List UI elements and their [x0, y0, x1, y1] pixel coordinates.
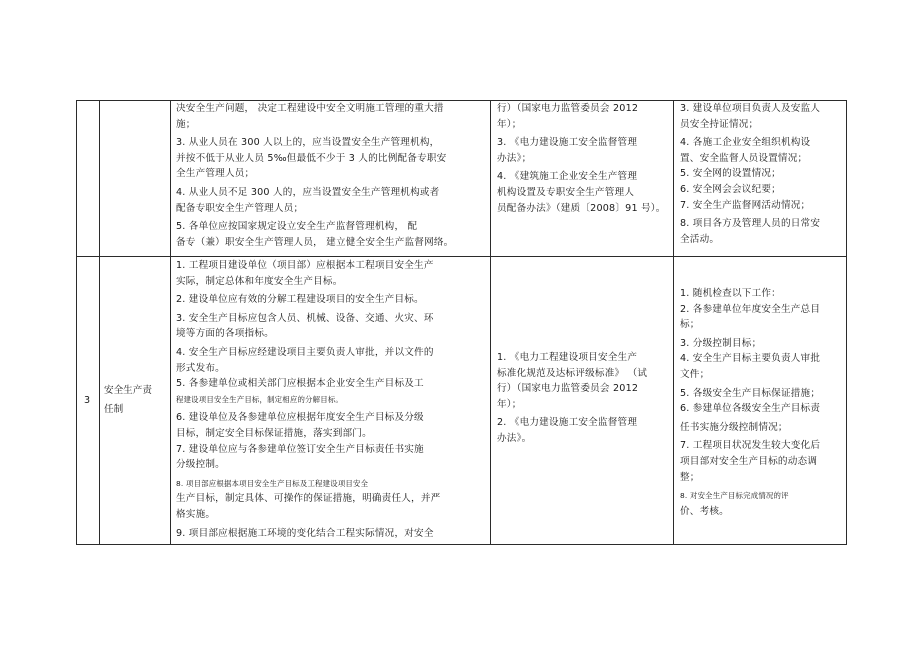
text-line: 目标，制定安全目标保证措施，落实到部门。: [176, 427, 372, 439]
text-line: 8. 项目各方及管理人员的日常安: [680, 218, 821, 230]
text-line: 2. 《电力建设施工安全监督管理: [497, 417, 638, 429]
col-border-name: [170, 100, 171, 545]
text-line: 行）（国家电力监管委员会 2012: [497, 103, 639, 114]
row1-inspection-cell: [680, 101, 820, 247]
text-line: 2. 建设单位应有效的分解工程建设项目的安全生产目标。: [176, 294, 424, 306]
item-name-line: 任制: [104, 404, 124, 415]
text-line: 全活动。: [680, 233, 720, 245]
text-line: 价、考核。: [680, 505, 729, 517]
col-border-number: [99, 100, 100, 545]
text-line: 3. 《电力建设施工安全监督管理: [497, 137, 638, 149]
text-line: 1. 随机检查以下工作：: [680, 288, 781, 299]
text-line: 文件；: [680, 368, 710, 380]
text-line: 机构设置及专职安全生产管理人: [497, 186, 635, 198]
text-line: 实际，制定总体和年度安全生产目标。: [176, 275, 343, 287]
text-line: 项目部对安全生产目标的动态调: [680, 455, 818, 467]
text-line: 并按不低于从业人员 5‰但最低不少于 3 人的比例配备专职安: [176, 152, 447, 164]
text-line: 任书实施分级控制情况；: [680, 421, 788, 433]
col-border-left: [76, 100, 77, 545]
text-line: 配备专职安全生产管理人员；: [176, 202, 304, 214]
text-line: 4. 安全生产目标应经建设项目主要负责人审批，并以文件的: [176, 346, 434, 358]
text-line: 3. 从业人员在 300 人以上的，应当设置安全生产管理机构，: [176, 137, 440, 149]
text-line: 3. 建设单位项目负责人及安监人: [680, 103, 821, 114]
text-line: 决安全生产问题， 决定工程建设中安全文明施工管理的重大措: [176, 103, 444, 114]
item-name-line: 安全生产责: [104, 385, 152, 396]
row2-number: 3: [84, 395, 91, 406]
text-line: 境等方面的各项指标。: [176, 328, 274, 340]
text-line: 4. 各施工企业安全组织机构设: [680, 137, 811, 149]
text-line: 备专（兼）职安全生产管理人员， 建立健全安全生产监督网络。: [176, 236, 454, 248]
text-line: 4. 《建筑施工企业安全生产管理: [497, 171, 638, 183]
text-line: 标准化规范及达标评级标准》 （试: [497, 367, 648, 379]
text-line: 8. 对安全生产目标完成情况的评: [680, 491, 789, 501]
text-line: 4. 从业人员不足 300 人的，应当设置安全生产管理机构或者: [176, 186, 440, 198]
text-line: 年）；: [497, 398, 522, 410]
row2-basis-cell: [497, 350, 647, 447]
text-line: 年）；: [497, 118, 522, 130]
text-line: 生产目标，制定具体、可操作的保证措施，明确责任人，并严: [176, 493, 441, 505]
text-line: 2. 各参建单位年度安全生产总目: [680, 303, 821, 315]
text-line: 7. 建设单位应与各参建单位签订安全生产目标责任书实施: [176, 443, 424, 455]
text-line: 6. 安全网会会议纪要；: [680, 183, 781, 195]
text-line: 形式发布。: [176, 362, 225, 374]
text-line: 员配备办法》（建质〔2008〕91 号）。: [497, 202, 666, 214]
text-line: 4. 安全生产目标主要负责人审批: [680, 353, 821, 365]
col-border-requirements: [490, 100, 491, 545]
text-line: 施；: [176, 118, 196, 130]
row-divider: [76, 256, 846, 257]
row2-inspection-cell: [680, 286, 820, 519]
text-line: 3. 分级控制目标；: [680, 337, 762, 349]
text-line: 程建设项目安全生产目标，制定相应的分解目标。: [176, 394, 343, 404]
text-line: 办法》。: [497, 432, 532, 444]
col-border-basis: [673, 100, 674, 545]
col-border-right: [846, 100, 847, 545]
table-bottom-border: [76, 544, 846, 545]
text-line: 办法》；: [497, 152, 532, 164]
text-line: 6. 建设单位及各参建单位应根据年度安全生产目标及分级: [176, 412, 424, 424]
text-line: 5. 安全网的设置情况；: [680, 168, 781, 180]
text-line: 5. 各单位应按国家规定设立安全生产监督管理机构， 配: [176, 221, 418, 233]
row1-requirements-cell: [176, 101, 453, 250]
text-line: 9. 项目部应根据施工环境的变化结合工程实际情况，对安全: [176, 527, 434, 539]
text-line: 行）（国家电力监管委员会 2012: [497, 383, 639, 395]
text-line: 7. 安全生产监督网活动情况；: [680, 199, 811, 211]
text-line: 整；: [680, 471, 700, 483]
text-line: 标；: [680, 319, 700, 331]
text-line: 全生产管理人员；: [176, 168, 255, 180]
row2-requirements-cell: [176, 258, 440, 541]
text-line: 6. 参建单位各级安全生产目标责: [680, 403, 821, 415]
row1-basis-cell: [497, 101, 666, 216]
text-line: 分级控制。: [176, 459, 225, 471]
text-line: 1. 《电力工程建设项目安全生产: [497, 352, 638, 363]
text-line: 5. 各级安全生产目标保证措施；: [680, 387, 821, 399]
text-line: 8. 项目部应根据本项目安全生产目标及工程建设项目安全: [176, 478, 369, 488]
text-line: 员安全持证情况；: [680, 118, 759, 130]
text-line: 格实施。: [176, 508, 216, 520]
text-line: 3. 安全生产目标应包含人员、机械、设备、交通、火灾、环: [176, 312, 434, 324]
text-line: 5. 各参建单位或相关部门应根据本企业安全生产目标及工: [176, 378, 424, 390]
text-line: 1. 工程项目建设单位（项目部）应根据本工程项目安全生产: [176, 260, 434, 271]
row2-item-name: [104, 383, 152, 418]
text-line: 置、安全监督人员设置情况；: [680, 152, 808, 164]
text-line: 7. 工程项目状况发生较大变化后: [680, 440, 821, 452]
